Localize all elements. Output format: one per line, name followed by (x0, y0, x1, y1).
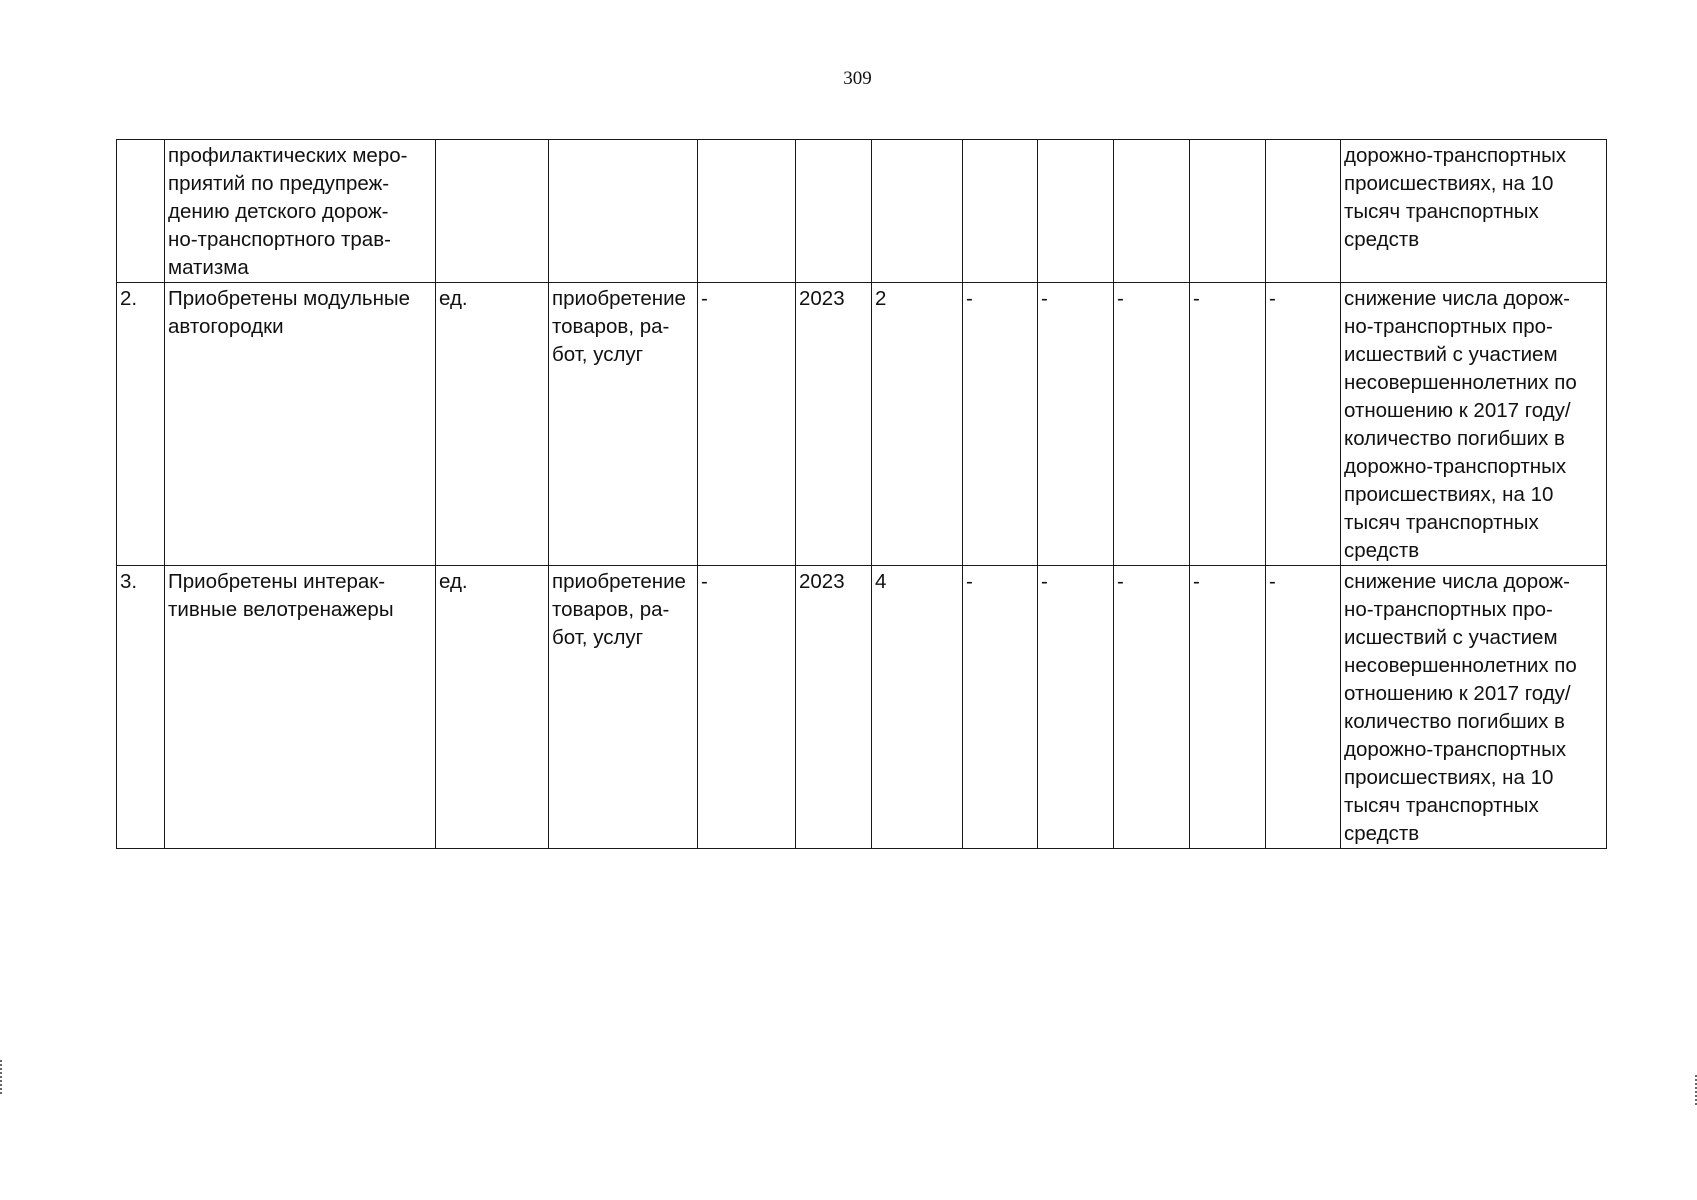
value-2027-cell: - (1190, 566, 1266, 849)
table-row (117, 283, 1607, 566)
value-2026-cell (1114, 140, 1190, 283)
base-value-cell: - (698, 566, 796, 849)
value-2028-cell: - (1266, 566, 1341, 849)
plan-value-cell: 4 (872, 566, 963, 849)
result-type-cell: приобретение товаров, ра- бот, услуг (549, 566, 698, 849)
program-table (116, 139, 1607, 849)
year-cell: 2023 (796, 283, 872, 566)
value-2026-cell: - (1114, 566, 1190, 849)
event-name-cell: Приобретены интерак- тивные велотренажеры (165, 566, 436, 849)
unit-cell: ед. (436, 283, 549, 566)
page-number: 309 (843, 68, 872, 89)
value-2024-cell: - (963, 566, 1038, 849)
base-value-cell (698, 140, 796, 283)
plan-value-cell (872, 140, 963, 283)
plan-value-cell: 2 (872, 283, 963, 566)
year-cell (796, 140, 872, 283)
indicator-link-cell: снижение числа дорож- но-транспортных про- исшествий с участием несовершеннолетних по отношению к 2017 году/ количество погибших в дорожно-транспортных происшествиях, на 10 тысяч транспортных средств (1341, 566, 1607, 849)
value-2027-cell (1190, 140, 1266, 283)
year-cell: 2023 (796, 566, 872, 849)
value-2025-cell (1038, 140, 1114, 283)
indicator-link-cell: снижение числа дорож- но-транспортных про- исшествий с участием несовершеннолетних по отношению к 2017 году/ количество погибших в дорожно-транспортных происшествиях, на 10 тысяч транспортных средств (1341, 283, 1607, 566)
event-name-cell: Приобретены модульные автогородки (165, 283, 436, 566)
unit-cell: ед. (436, 566, 549, 849)
table-row (117, 140, 1607, 283)
scan-edge-marks-right (1692, 1075, 1697, 1105)
value-2024-cell: - (963, 283, 1038, 566)
row-number-cell (117, 140, 165, 283)
value-2025-cell: - (1038, 283, 1114, 566)
row-number-cell: 3. (117, 566, 165, 849)
indicator-link-cell: дорожно-транспортных происшествиях, на 10 тысяч транспортных средств (1341, 140, 1607, 283)
value-2025-cell: - (1038, 566, 1114, 849)
scan-edge-marks-left (0, 1060, 6, 1094)
value-2027-cell: - (1190, 283, 1266, 566)
result-type-cell (549, 140, 698, 283)
base-value-cell: - (698, 283, 796, 566)
table-row (117, 566, 1607, 849)
row-number-cell: 2. (117, 283, 165, 566)
event-name-cell: профилактических меро- приятий по предупреж- дению детского дорож- но-транспортного трав- матизма (165, 140, 436, 283)
unit-cell (436, 140, 549, 283)
result-type-cell: приобретение товаров, ра- бот, услуг (549, 283, 698, 566)
value-2026-cell: - (1114, 283, 1190, 566)
value-2028-cell (1266, 140, 1341, 283)
value-2024-cell (963, 140, 1038, 283)
value-2028-cell: - (1266, 283, 1341, 566)
